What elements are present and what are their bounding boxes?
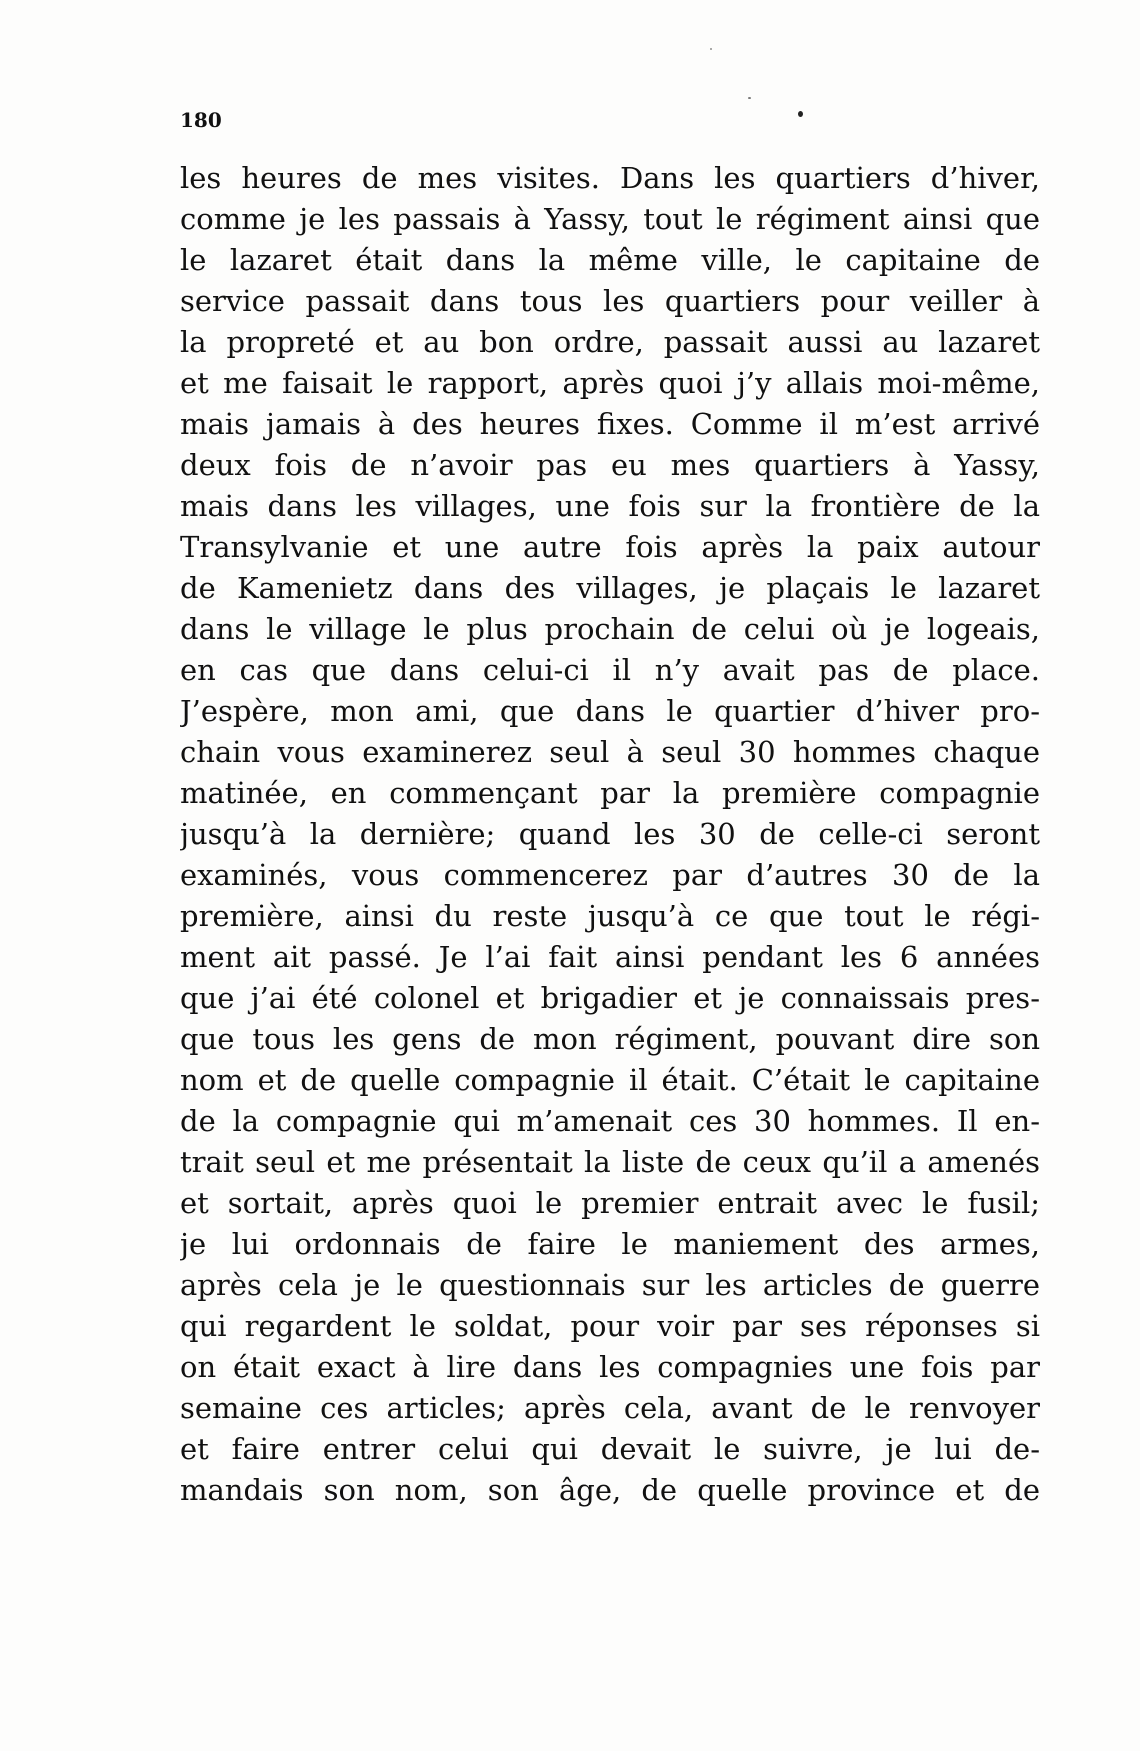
text-line: deux fois de n’avoir pas eu mes quartiers à Yassy, — [180, 448, 1040, 482]
text-line: on était exact à lire dans les compagnies une fois par — [180, 1350, 1040, 1384]
text-line: mais dans les villages, une fois sur la frontière de la — [180, 489, 1040, 523]
text-line: les heures de mes visites. Dans les quartiers d’hiver, — [180, 161, 1040, 195]
text-line: mais jamais à des heures fixes. Comme il m’est arrivé — [180, 407, 1040, 441]
text-line: qui regardent le soldat, pour voir par ses réponses si — [180, 1309, 1040, 1343]
text-line: de Kamenietz dans des villages, je plaçais le lazaret — [180, 571, 1040, 605]
text-line: de la compagnie qui m’amenait ces 30 hommes. Il en- — [180, 1104, 1040, 1138]
text-line: trait seul et me présentait la liste de ceux qu’il a amenés — [180, 1145, 1040, 1179]
text-line: que tous les gens de mon régiment, pouvant dire son — [180, 1022, 1040, 1056]
page-number: 180 — [180, 108, 222, 132]
print-speck — [798, 111, 803, 117]
text-line: ment ait passé. Je l’ai fait ainsi pendant les 6 années — [180, 940, 1040, 974]
text-line: comme je les passais à Yassy, tout le régiment ainsi que — [180, 202, 1040, 236]
text-line: et sortait, après quoi le premier entrait avec le fusil; — [180, 1186, 1040, 1220]
text-line: et me faisait le rapport, après quoi j’y allais moi-même, — [180, 366, 1040, 400]
text-line: service passait dans tous les quartiers pour veiller à — [180, 284, 1040, 318]
text-line: matinée, en commençant par la première compagnie — [180, 776, 1040, 810]
text-line: semaine ces articles; après cela, avant de le renvoyer — [180, 1391, 1040, 1425]
text-line: après cela je le questionnais sur les articles de guerre — [180, 1268, 1040, 1302]
text-line: J’espère, mon ami, que dans le quartier d’hiver pro- — [180, 694, 1040, 728]
text-line: je lui ordonnais de faire le maniement des armes, — [180, 1227, 1040, 1261]
print-speck — [710, 48, 712, 50]
text-line: la propreté et au bon ordre, passait aussi au lazaret — [180, 325, 1040, 359]
text-line: première, ainsi du reste jusqu’à ce que tout le régi- — [180, 899, 1040, 933]
text-line: le lazaret était dans la même ville, le capitaine de — [180, 243, 1040, 277]
body-text — [180, 158, 1040, 1511]
text-line: Transylvanie et une autre fois après la paix autour — [180, 530, 1040, 564]
text-line: chain vous examinerez seul à seul 30 hommes chaque — [180, 735, 1040, 769]
text-line: jusqu’à la dernière; quand les 30 de celle-ci seront — [180, 817, 1040, 851]
print-speck — [748, 97, 751, 99]
text-line: examinés, vous commencerez par d’autres 30 de la — [180, 858, 1040, 892]
text-line: dans le village le plus prochain de celui où je logeais, — [180, 612, 1040, 646]
text-line: nom et de quelle compagnie il était. C’était le capitaine — [180, 1063, 1040, 1097]
text-line: que j’ai été colonel et brigadier et je connaissais pres- — [180, 981, 1040, 1015]
text-line: mandais son nom, son âge, de quelle province et de — [180, 1473, 1040, 1507]
text-line: et faire entrer celui qui devait le suivre, je lui de- — [180, 1432, 1040, 1466]
text-line: en cas que dans celui-ci il n’y avait pas de place. — [180, 653, 1040, 687]
